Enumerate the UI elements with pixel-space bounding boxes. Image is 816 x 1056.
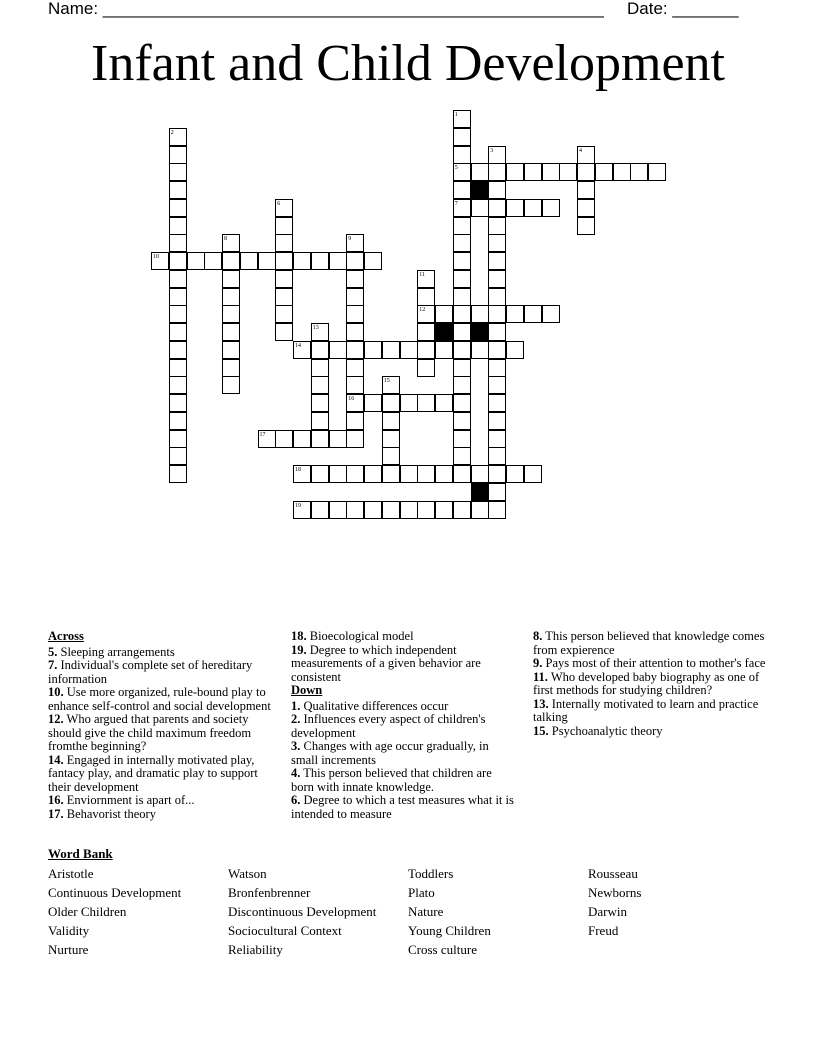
grid-cell[interactable] bbox=[329, 252, 347, 270]
grid-cell[interactable] bbox=[488, 341, 506, 359]
clue-number: 1 bbox=[454, 112, 458, 118]
word-bank-item: Rousseau bbox=[588, 866, 638, 881]
clue-text: This person believed that knowledge comes from expierence bbox=[533, 629, 765, 657]
clue-number-label: 10. bbox=[48, 685, 64, 699]
grid-cell[interactable] bbox=[488, 181, 506, 199]
page-title: Infant and Child Development bbox=[91, 35, 725, 92]
word-bank-item: Plato bbox=[408, 885, 435, 900]
clue-number: 2 bbox=[170, 129, 174, 136]
clue-number-label: 13. bbox=[533, 696, 549, 711]
grid-cell[interactable] bbox=[542, 163, 560, 181]
word-bank-item: Newborns bbox=[588, 885, 642, 900]
clue-number-label: 15. bbox=[533, 723, 549, 738]
grid-cell[interactable] bbox=[488, 359, 506, 377]
clues-column-1 bbox=[48, 630, 278, 821]
clue-text: Degree to which independent measurements of a given behavior are consistent bbox=[291, 642, 481, 684]
clues-column-2 bbox=[291, 630, 516, 821]
clue-number-label: 14. bbox=[48, 752, 64, 767]
clue-number-label: 8. bbox=[533, 629, 543, 643]
grid-cell[interactable] bbox=[169, 163, 187, 181]
grid-cell[interactable] bbox=[488, 501, 506, 519]
clue-number: 11 bbox=[419, 271, 426, 278]
grid-cell[interactable] bbox=[222, 341, 240, 359]
grid-cell[interactable] bbox=[542, 305, 560, 323]
grid-cell[interactable] bbox=[506, 465, 524, 483]
clue-number: 19 bbox=[295, 502, 301, 509]
grid-cell[interactable] bbox=[613, 163, 631, 181]
grid-cell[interactable] bbox=[364, 394, 382, 412]
clue-number-label: 17. bbox=[48, 806, 64, 821]
grid-cell[interactable] bbox=[595, 163, 613, 181]
grid-cell[interactable] bbox=[524, 305, 542, 323]
clue-text: Influences every aspect of children's development bbox=[291, 712, 486, 740]
grid-cell[interactable] bbox=[453, 217, 471, 235]
word-bank-item: Freud bbox=[588, 923, 619, 938]
grid-cell[interactable] bbox=[488, 483, 506, 501]
word-bank-column bbox=[228, 864, 376, 959]
grid-cell[interactable] bbox=[417, 394, 435, 412]
grid-cell[interactable] bbox=[311, 341, 329, 359]
clue-text: Use more organized, rule-bound play to enhance self-control and social development bbox=[48, 685, 271, 713]
clue-number-label: 19. bbox=[291, 642, 307, 657]
grid-cell[interactable] bbox=[169, 199, 187, 217]
clue-text: Internally motivated to learn and practice talking bbox=[533, 696, 759, 724]
grid-cell[interactable] bbox=[488, 376, 506, 394]
word-bank-column bbox=[48, 864, 181, 959]
grid-cell[interactable] bbox=[382, 465, 400, 483]
clue-number: 12 bbox=[419, 307, 426, 314]
grid-cell[interactable] bbox=[542, 199, 560, 217]
clue-number: 3 bbox=[490, 147, 494, 154]
clue-item bbox=[48, 646, 278, 660]
grid-cell[interactable] bbox=[453, 412, 471, 430]
grid-cell[interactable] bbox=[524, 199, 542, 217]
grid-cell[interactable] bbox=[222, 288, 240, 306]
word-bank-item: Validity bbox=[48, 923, 90, 938]
word-bank-heading: Word Bank bbox=[48, 846, 113, 861]
grid-cell[interactable] bbox=[169, 376, 187, 394]
clue-text: Pays most of their attention to mother's face bbox=[542, 656, 766, 670]
blocked-cell bbox=[471, 181, 489, 199]
grid-cell[interactable] bbox=[435, 501, 453, 519]
grid-cell[interactable] bbox=[311, 376, 329, 394]
word-bank-item: Nature bbox=[408, 904, 444, 919]
grid-cell[interactable] bbox=[311, 412, 329, 430]
clue-number: 8 bbox=[224, 236, 227, 243]
grid-cell[interactable] bbox=[506, 163, 524, 181]
grid-cell[interactable] bbox=[169, 252, 187, 270]
grid-cell[interactable] bbox=[169, 146, 187, 164]
word-bank-column bbox=[588, 864, 641, 940]
grid-cell[interactable] bbox=[311, 430, 329, 448]
grid-cell[interactable] bbox=[258, 252, 276, 270]
grid-cell[interactable] bbox=[453, 288, 471, 306]
clue-text: Who argued that parents and society should give the child maximum freedom fromthe beginning? bbox=[48, 712, 252, 753]
clue-number-label: 9. bbox=[533, 656, 543, 670]
grid-cell[interactable] bbox=[453, 447, 471, 465]
grid-cell[interactable] bbox=[559, 163, 577, 181]
clue-number: 13 bbox=[312, 325, 319, 331]
word-bank-item: Aristotle bbox=[48, 866, 94, 881]
grid-cell[interactable] bbox=[453, 323, 471, 341]
grid-cell[interactable] bbox=[471, 341, 489, 359]
clue-number: 6 bbox=[277, 200, 281, 207]
clue-number: 16 bbox=[348, 396, 355, 402]
clue-item bbox=[48, 713, 278, 754]
grid-cell[interactable] bbox=[364, 341, 382, 359]
clue-text: Behavorist theory bbox=[63, 806, 156, 821]
clue-text: Qualitative differences occur bbox=[300, 698, 449, 713]
grid-cell[interactable] bbox=[488, 163, 506, 181]
word-bank-item: Reliability bbox=[228, 942, 283, 957]
clue-text: Individual's complete set of hereditary information bbox=[48, 658, 253, 686]
clue-number: 10 bbox=[153, 254, 159, 260]
grid-cell[interactable] bbox=[382, 394, 400, 412]
grid-cell[interactable] bbox=[346, 341, 364, 359]
clue-item bbox=[291, 713, 516, 740]
word-bank-item: Continuous Development bbox=[48, 885, 182, 900]
grid-cell[interactable] bbox=[630, 163, 648, 181]
word-bank bbox=[48, 846, 642, 957]
clue-number-label: 2. bbox=[291, 712, 301, 726]
grid-cell[interactable] bbox=[169, 430, 187, 448]
grid-cell[interactable] bbox=[506, 341, 524, 359]
clue-number: 9 bbox=[348, 236, 352, 243]
name-field-line: Name: _____________________________________________________ bbox=[48, 0, 604, 18]
grid-cell[interactable] bbox=[169, 447, 187, 465]
grid-cell[interactable] bbox=[382, 341, 400, 359]
grid-cell[interactable] bbox=[346, 252, 364, 270]
clue-number: 17 bbox=[259, 431, 266, 438]
grid-cell[interactable] bbox=[346, 465, 364, 483]
grid-cell[interactable] bbox=[275, 234, 293, 252]
grid-cell[interactable] bbox=[453, 394, 471, 412]
grid-cell[interactable] bbox=[488, 252, 506, 270]
grid-cell[interactable] bbox=[488, 217, 506, 235]
grid-cell[interactable] bbox=[222, 376, 240, 394]
grid-cell[interactable] bbox=[417, 465, 435, 483]
clue-number-label: 5. bbox=[48, 644, 58, 659]
clue-item bbox=[291, 630, 516, 644]
clue-number-label: 16. bbox=[48, 793, 64, 807]
grid-cell[interactable] bbox=[453, 501, 471, 519]
grid-cell[interactable] bbox=[453, 376, 471, 394]
clue-text: Sleeping arrangements bbox=[57, 644, 175, 659]
grid-cell[interactable] bbox=[453, 128, 471, 146]
word-bank-item: Bronfenbrenner bbox=[228, 885, 311, 900]
clue-item bbox=[291, 700, 516, 714]
grid-cell[interactable] bbox=[400, 341, 418, 359]
grid-cell[interactable] bbox=[453, 465, 471, 483]
grid-cell[interactable] bbox=[187, 252, 205, 270]
grid-cell[interactable] bbox=[346, 323, 364, 341]
grid-cell[interactable] bbox=[453, 341, 471, 359]
grid-cell[interactable] bbox=[453, 252, 471, 270]
grid-cell[interactable] bbox=[169, 305, 187, 323]
grid-cell[interactable] bbox=[204, 252, 222, 270]
grid-cell[interactable] bbox=[169, 181, 187, 199]
grid-cell[interactable] bbox=[382, 447, 400, 465]
clue-item bbox=[291, 740, 516, 767]
grid-cell[interactable] bbox=[169, 359, 187, 377]
grid-cell[interactable] bbox=[346, 288, 364, 306]
clue-text: Enviornment is apart of... bbox=[63, 793, 195, 807]
clue-number-label: 3. bbox=[291, 739, 301, 753]
grid-cell[interactable] bbox=[169, 394, 187, 412]
grid-cell[interactable] bbox=[435, 305, 453, 323]
grid-cell[interactable] bbox=[453, 430, 471, 448]
grid-cell[interactable] bbox=[329, 465, 347, 483]
grid-cell[interactable] bbox=[346, 412, 364, 430]
grid-cell[interactable] bbox=[275, 252, 293, 270]
grid-cell[interactable] bbox=[488, 465, 506, 483]
clue-text: Engaged in internally motivated play, fantacy play, and dramatic play to support their development bbox=[48, 752, 258, 794]
clue-text: This person believed that children are born with innate knowledge. bbox=[291, 766, 492, 794]
grid-cell[interactable] bbox=[506, 199, 524, 217]
grid-cell[interactable] bbox=[435, 341, 453, 359]
grid-cell[interactable] bbox=[169, 412, 187, 430]
grid-cell[interactable] bbox=[222, 270, 240, 288]
grid-cell[interactable] bbox=[329, 430, 347, 448]
grid-cell[interactable] bbox=[648, 163, 666, 181]
grid-cell[interactable] bbox=[169, 288, 187, 306]
grid-cell[interactable] bbox=[169, 341, 187, 359]
word-bank-item: Toddlers bbox=[408, 866, 454, 881]
grid-cell[interactable] bbox=[329, 341, 347, 359]
grid-cell[interactable] bbox=[311, 359, 329, 377]
grid-cell[interactable] bbox=[417, 341, 435, 359]
grid-cell[interactable] bbox=[169, 270, 187, 288]
clue-number-label: 6. bbox=[291, 793, 301, 807]
grid-cell[interactable] bbox=[400, 394, 418, 412]
grid-cell[interactable] bbox=[222, 359, 240, 377]
grid-cell[interactable] bbox=[488, 288, 506, 306]
clue-number: 4 bbox=[579, 147, 582, 154]
clue-item bbox=[533, 698, 768, 725]
clue-text: Who developed baby biography as one of first methods for studying children? bbox=[533, 669, 760, 697]
grid-cell[interactable] bbox=[311, 252, 329, 270]
clue-item bbox=[291, 644, 516, 685]
grid-cell[interactable] bbox=[488, 234, 506, 252]
date-field-line: Date: _______ bbox=[627, 0, 739, 18]
grid-cell[interactable] bbox=[364, 252, 382, 270]
clue-text: Changes with age occur gradually, in small increments bbox=[291, 739, 489, 767]
clue-item bbox=[291, 794, 516, 821]
grid-cell[interactable] bbox=[293, 252, 311, 270]
grid-cell[interactable] bbox=[577, 217, 595, 235]
word-bank-item: Discontinuous Development bbox=[228, 904, 377, 919]
clue-item bbox=[48, 659, 278, 686]
grid-cell[interactable] bbox=[222, 252, 240, 270]
word-bank-item: Darwin bbox=[588, 904, 627, 919]
grid-cell[interactable] bbox=[417, 323, 435, 341]
clue-item bbox=[291, 767, 516, 794]
blocked-cell bbox=[435, 323, 453, 341]
grid-cell[interactable] bbox=[488, 447, 506, 465]
grid-cell[interactable] bbox=[346, 270, 364, 288]
grid-cell[interactable] bbox=[240, 252, 258, 270]
clue-item bbox=[48, 794, 278, 808]
grid-cell[interactable] bbox=[417, 359, 435, 377]
clue-item bbox=[533, 725, 768, 739]
word-bank-item: Nurture bbox=[48, 942, 89, 957]
grid-cell[interactable] bbox=[169, 323, 187, 341]
clue-number-label: 4. bbox=[291, 766, 301, 780]
clue-number-label: 11. bbox=[533, 669, 548, 684]
grid-cell[interactable] bbox=[311, 465, 329, 483]
clue-item bbox=[48, 686, 278, 713]
word-bank-column bbox=[408, 864, 491, 959]
grid-cell[interactable] bbox=[169, 234, 187, 252]
grid-cell[interactable] bbox=[488, 270, 506, 288]
grid-cell[interactable] bbox=[417, 501, 435, 519]
across-heading: Across bbox=[48, 629, 84, 643]
grid-cell[interactable] bbox=[346, 376, 364, 394]
clue-number: 15 bbox=[383, 378, 390, 385]
clue-number: 14 bbox=[295, 342, 301, 349]
grid-cell[interactable] bbox=[453, 181, 471, 199]
grid-cell[interactable] bbox=[400, 501, 418, 519]
word-bank-item: Cross culture bbox=[408, 942, 477, 957]
grid-cell[interactable] bbox=[275, 270, 293, 288]
clue-number-label: 18. bbox=[291, 629, 307, 643]
clue-text: Psychoanalytic theory bbox=[548, 723, 663, 738]
grid-cell[interactable] bbox=[364, 501, 382, 519]
clue-number: 18 bbox=[295, 467, 301, 473]
clue-number: 5 bbox=[454, 165, 458, 172]
grid-cell[interactable] bbox=[453, 305, 471, 323]
grid-cell[interactable] bbox=[453, 359, 471, 377]
grid-cell[interactable] bbox=[471, 163, 489, 181]
grid-cell[interactable] bbox=[506, 305, 524, 323]
grid-cell[interactable] bbox=[275, 217, 293, 235]
grid-cell[interactable] bbox=[275, 305, 293, 323]
grid-cell[interactable] bbox=[417, 288, 435, 306]
grid-cell[interactable] bbox=[400, 465, 418, 483]
grid-cell[interactable] bbox=[453, 270, 471, 288]
grid-cell[interactable] bbox=[488, 323, 506, 341]
clue-number-label: 12. bbox=[48, 712, 64, 726]
grid-cell[interactable] bbox=[453, 234, 471, 252]
down-heading: Down bbox=[291, 683, 323, 697]
grid-cell[interactable] bbox=[346, 501, 364, 519]
grid-cell[interactable] bbox=[346, 430, 364, 448]
clue-item bbox=[48, 808, 278, 822]
grid-cell[interactable] bbox=[311, 394, 329, 412]
grid-cell[interactable] bbox=[488, 430, 506, 448]
clue-item bbox=[533, 630, 768, 657]
grid-cell[interactable] bbox=[471, 465, 489, 483]
clue-number-label: 7. bbox=[48, 658, 58, 672]
grid-cell[interactable] bbox=[364, 465, 382, 483]
clue-item bbox=[533, 657, 768, 671]
grid-cell[interactable] bbox=[311, 501, 329, 519]
word-bank-item: Older Children bbox=[48, 904, 127, 919]
grid-cell[interactable] bbox=[488, 412, 506, 430]
clue-item bbox=[48, 754, 278, 795]
grid-cell[interactable] bbox=[275, 323, 293, 341]
blocked-cell bbox=[471, 483, 489, 501]
clue-text: Bioecological model bbox=[306, 629, 414, 643]
grid-cell[interactable] bbox=[524, 465, 542, 483]
word-bank-item: Sociocultural Context bbox=[228, 923, 342, 938]
clue-number-label: 1. bbox=[291, 698, 301, 713]
grid-cell[interactable] bbox=[453, 146, 471, 164]
grid-cell[interactable] bbox=[275, 430, 293, 448]
grid-cell[interactable] bbox=[471, 199, 489, 217]
clue-text: Degree to which a test measures what it is intended to measure bbox=[291, 793, 514, 821]
grid-cell[interactable] bbox=[222, 323, 240, 341]
grid-cell[interactable] bbox=[435, 465, 453, 483]
word-bank-item: Watson bbox=[228, 866, 267, 881]
clues-column-3 bbox=[533, 630, 768, 738]
grid-cell[interactable] bbox=[577, 199, 595, 217]
grid-cell[interactable] bbox=[222, 305, 240, 323]
word-bank-item: Young Children bbox=[408, 923, 491, 938]
grid-cell[interactable] bbox=[293, 430, 311, 448]
grid-cell[interactable] bbox=[471, 501, 489, 519]
grid-cell[interactable] bbox=[382, 412, 400, 430]
grid-cell[interactable] bbox=[435, 394, 453, 412]
grid-cell[interactable] bbox=[275, 288, 293, 306]
grid-cell[interactable] bbox=[382, 430, 400, 448]
grid-cell[interactable] bbox=[169, 465, 187, 483]
grid-cell[interactable] bbox=[346, 305, 364, 323]
blocked-cell bbox=[471, 323, 489, 341]
grid-cell[interactable] bbox=[577, 163, 595, 181]
grid-cell[interactable] bbox=[346, 359, 364, 377]
grid-cell[interactable] bbox=[488, 305, 506, 323]
grid-cell[interactable] bbox=[577, 181, 595, 199]
clue-item bbox=[533, 671, 768, 698]
grid-cell[interactable] bbox=[329, 501, 347, 519]
grid-cell[interactable] bbox=[524, 163, 542, 181]
grid-cell[interactable] bbox=[382, 501, 400, 519]
grid-cell[interactable] bbox=[488, 199, 506, 217]
grid-cell[interactable] bbox=[471, 305, 489, 323]
grid-cell[interactable] bbox=[169, 217, 187, 235]
grid-cell[interactable] bbox=[488, 394, 506, 412]
clue-number: 7 bbox=[454, 200, 458, 207]
